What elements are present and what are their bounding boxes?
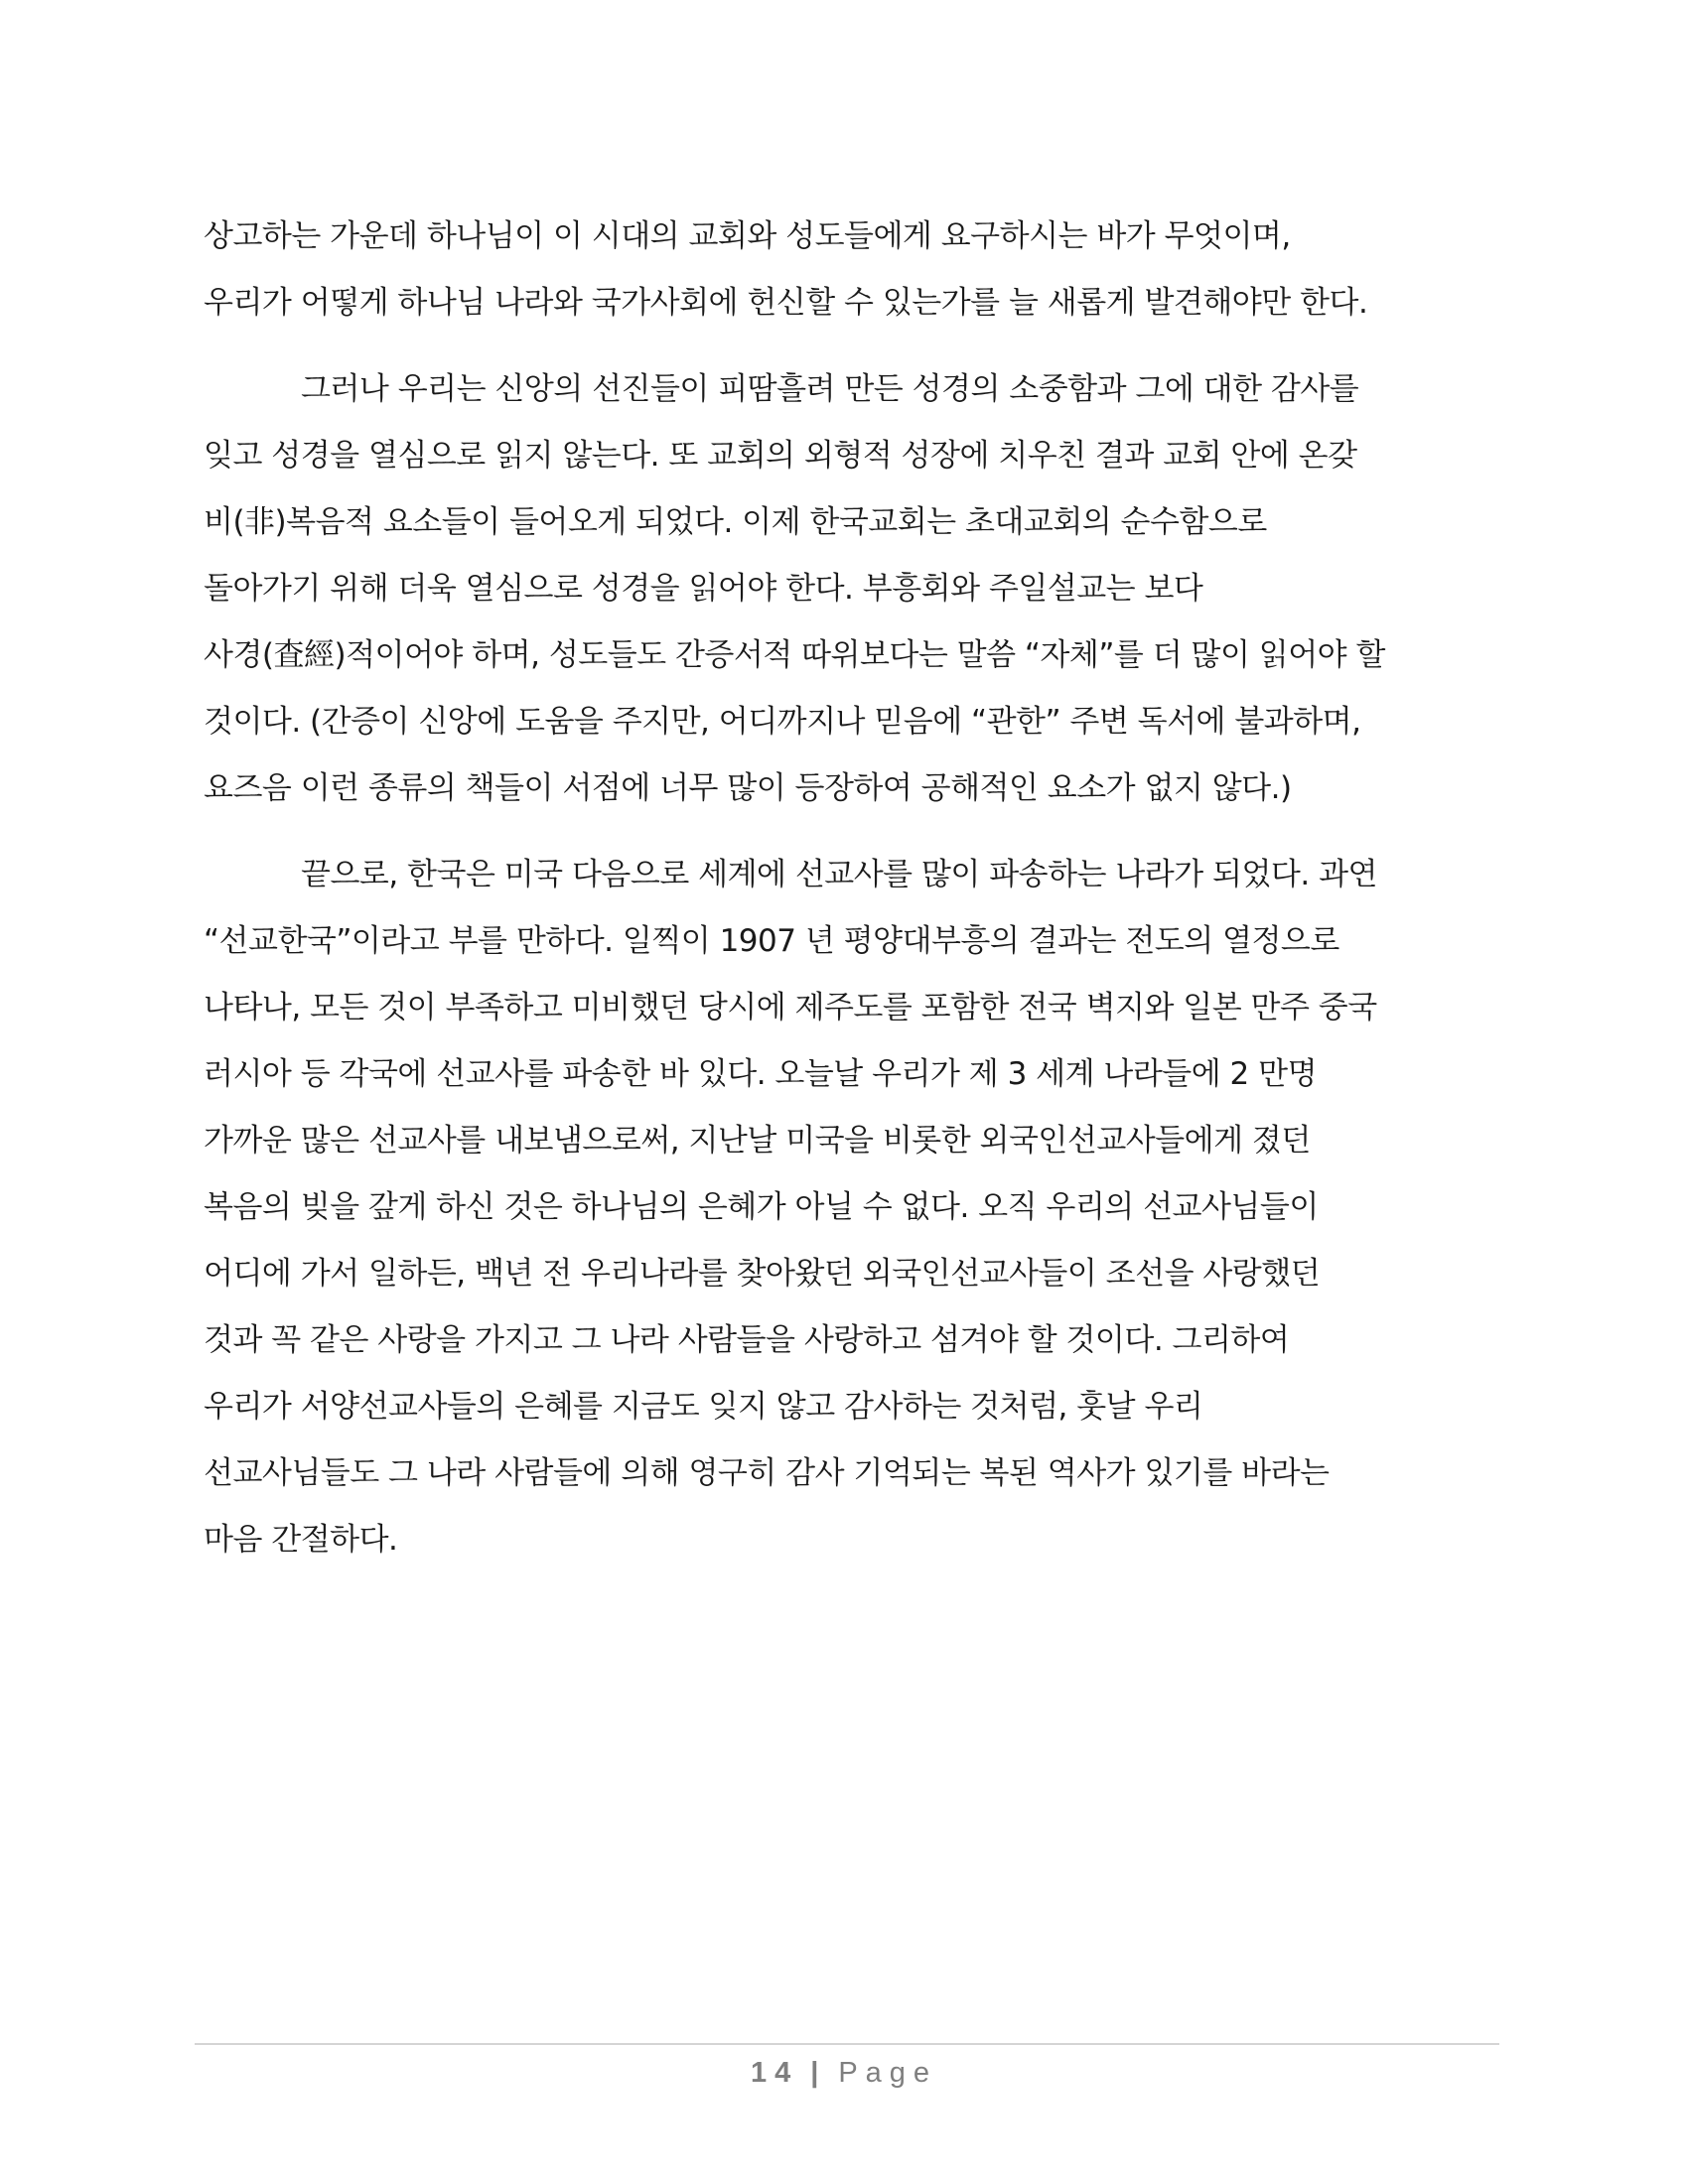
text-line: 마음 간절하다. [204,1522,398,1558]
text-line: 선교사님들도 그 나라 사람들에 의해 영구히 감사 기억되는 복된 역사가 있기를 바라는 [204,1455,1330,1491]
text-line: 우리가 어떻게 하나님 나라와 국가사회에 헌신할 수 있는가를 늘 새롭게 발견해야만 한다. [204,285,1368,321]
page-number: 14 [750,2057,799,2089]
text-line: 요즈음 이런 종류의 책들이 서점에 너무 많이 등장하여 공해적인 요소가 없지 않다.) [204,770,1292,806]
text-line: “선교한국”이라고 부를 만하다. 일찍이 1907 년 평양대부흥의 결과는 전도의 열정으로 [204,923,1339,959]
page-body [204,204,1494,1573]
paragraph-3 [204,842,1494,1573]
text-line: 나타나, 모든 것이 부족하고 미비했던 당시에 제주도를 포함한 전국 벽지와 일본 만주 중국 [204,990,1377,1025]
footer-divider [195,2043,1499,2045]
text-line-first-indented: 끝으로, 한국은 미국 다음으로 세계에 선교사를 많이 파송하는 나라가 되었다. 과연 [301,857,1377,892]
text-line: 비(非)복음적 요소들이 들어오게 되었다. 이제 한국교회는 초대교회의 순수함으로 [204,504,1267,540]
text-line: 돌아가기 위해 더욱 열심으로 성경을 읽어야 한다. 부흥회와 주일설교는 보다 [204,571,1203,607]
text-line: 우리가 서양선교사들의 은혜를 지금도 잊지 않고 감사하는 것처럼, 훗날 우리 [204,1389,1203,1425]
text-line: 가까운 많은 선교사를 내보냄으로써, 지난날 미국을 비롯한 외국인선교사들에게 졌던 [204,1123,1311,1159]
paragraph-2 [204,356,1494,822]
paragraph-spacer [204,822,1494,842]
text-line: 것이다. (간증이 신앙에 도움을 주지만, 어디까지나 믿음에 “관한” 주변 독서에 불과하며, [204,704,1361,740]
text-line: 잊고 성경을 열심으로 읽지 않는다. 또 교회의 외형적 성장에 치우친 결과 교회 안에 온갖 [204,438,1357,474]
paragraph-1 [204,204,1494,337]
text-line: 복음의 빚을 갚게 하신 것은 하나님의 은혜가 아닐 수 없다. 오직 우리의 선교사님들이 [204,1189,1319,1225]
text-line: 상고하는 가운데 하나님이 이 시대의 교회와 성도들에게 요구하시는 바가 무엇이며, [204,218,1291,254]
page-footer [0,2057,1688,2090]
footer-separator: | [810,2057,827,2089]
paragraph-spacer [204,337,1494,356]
text-line-first-indented: 그러나 우리는 신앙의 선진들이 피땀흘려 만든 성경의 소중함과 그에 대한 감사를 [301,371,1359,407]
page-label: Page [838,2057,938,2089]
text-line: 것과 꼭 같은 사랑을 가지고 그 나라 사람들을 사랑하고 섬겨야 할 것이다. 그리하여 [204,1322,1290,1358]
text-line: 러시아 등 각국에 선교사를 파송한 바 있다. 오늘날 우리가 제 3 세계 나라들에 2 만명 [204,1056,1318,1092]
text-line: 어디에 가서 일하든, 백년 전 우리나라를 찾아왔던 외국인선교사들이 조선을 사랑했던 [204,1256,1321,1292]
text-line: 사경(査經)적이어야 하며, 성도들도 간증서적 따위보다는 말씀 “자체”를 더 많이 읽어야 할 [204,637,1385,673]
